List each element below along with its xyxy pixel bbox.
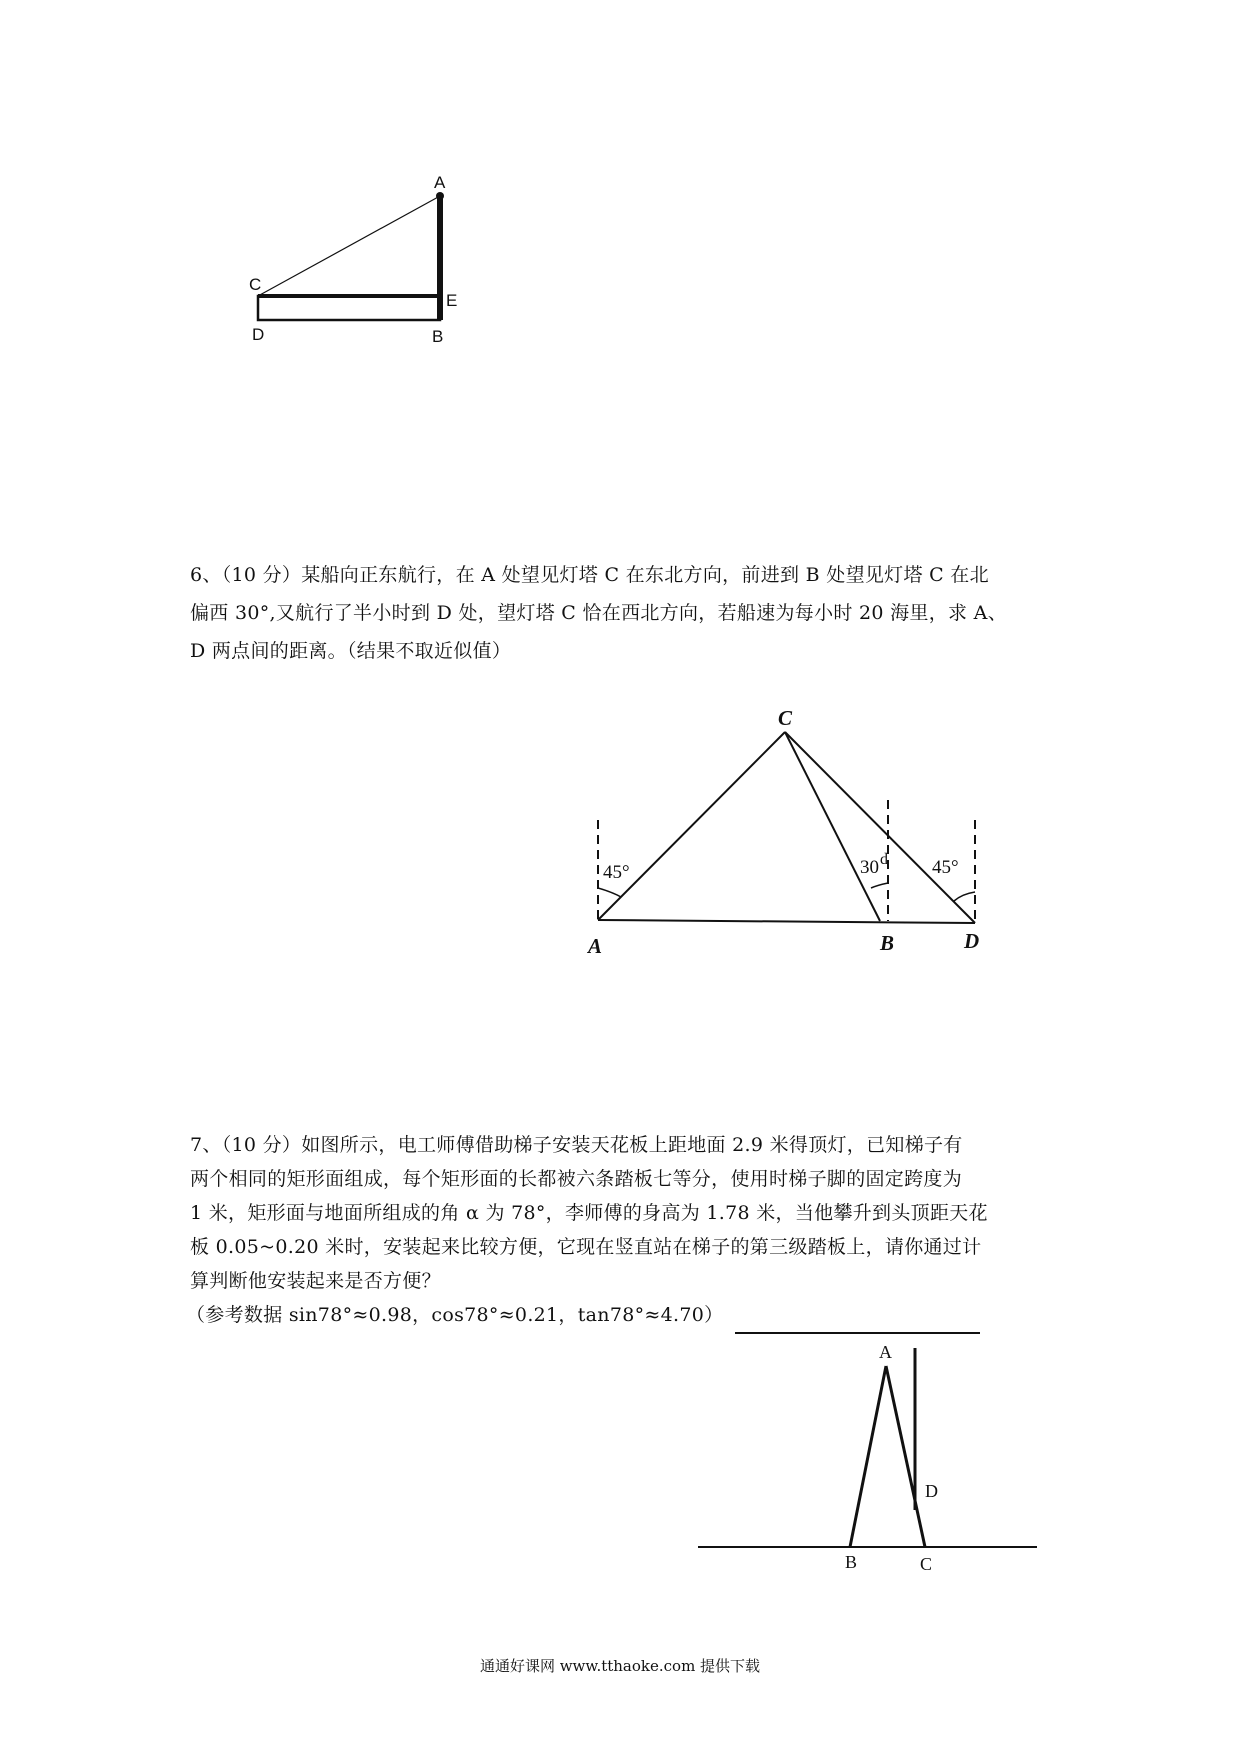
- label-c: C: [920, 1554, 933, 1574]
- problem-6-line-1: 6、（10 分）某船向正东航行，在 A 处望见灯塔 C 在东北方向，前进到 B 处望见灯塔 C 在北: [190, 564, 989, 586]
- angle-label-b-suffix: d: [880, 851, 888, 868]
- problem-7-line-2: 两个相同的矩形面组成，每个矩形面的长都被六条踏板七等分，使用时梯子脚的固定跨度为: [190, 1168, 963, 1190]
- label-a: A: [434, 173, 446, 192]
- line-bc: [785, 732, 880, 921]
- problem-7-line-1: 7、（10 分）如图所示，电工师傅借助梯子安装天花板上距地面 2.9 米得顶灯，已知梯子有: [190, 1134, 963, 1156]
- problem-7-line-5: 算判断他安装起来是否方便？: [190, 1270, 441, 1292]
- label-d: D: [252, 325, 265, 344]
- ladder-leg-ac: [886, 1366, 925, 1547]
- angle-label-a: 45°: [603, 862, 630, 883]
- label-b: B: [880, 931, 895, 955]
- angle-arc-a: [598, 888, 621, 897]
- line-ad: [598, 920, 975, 923]
- figure-ladder: [690, 1320, 1040, 1580]
- building-rect: [258, 296, 440, 320]
- ladder-leg-ab: [850, 1366, 886, 1547]
- line-dc: [785, 732, 975, 923]
- label-c: C: [249, 275, 262, 294]
- label-b: B: [845, 1552, 858, 1572]
- label-b: B: [432, 327, 444, 346]
- point-a: [436, 192, 444, 200]
- problem-6-line-3: D 两点间的距离。（结果不取近似值）: [190, 640, 512, 662]
- label-d: D: [925, 1481, 938, 1501]
- angle-label-d: 45°: [932, 857, 959, 878]
- problem-7-line-4: 板 0.05~0.20 米时，安装起来比较方便，它现在竖直站在梯子的第三级踏板上，请你通过计: [190, 1236, 982, 1258]
- angle-arc-d: [954, 892, 975, 901]
- figure-pole-building: [230, 150, 460, 346]
- label-e: E: [446, 291, 458, 310]
- label-d: D: [964, 929, 980, 953]
- problem-6-line-2: 偏西 30°,又航行了半小时到 D 处，望灯塔 C 恰在西北方向，若船速为每小时 20 海里，求 A、: [190, 602, 1008, 624]
- line-ac: [598, 732, 785, 920]
- problem-7-line-3: 1 米，矩形面与地面所组成的角 α 为 78°，李师傅的身高为 1.78 米，当他攀升到头顶距天花: [190, 1202, 988, 1224]
- label-a: A: [588, 934, 603, 958]
- angle-arc-b: [871, 883, 888, 888]
- figure-ship-lighthouse: [580, 700, 1000, 960]
- footer-credit: 通通好课网 www.tthaoke.com 提供下载: [479, 1657, 761, 1675]
- problem-7-reference: （参考数据 sin78°≈0.98，cos78°≈0.21，tan78°≈4.70）: [186, 1304, 724, 1326]
- line-ca: [258, 196, 440, 296]
- label-a: A: [879, 1342, 892, 1362]
- problem-6-text: [190, 556, 1007, 670]
- angle-label-b: 30: [860, 857, 879, 878]
- label-c: C: [778, 706, 793, 730]
- problem-7-text: [186, 1128, 988, 1332]
